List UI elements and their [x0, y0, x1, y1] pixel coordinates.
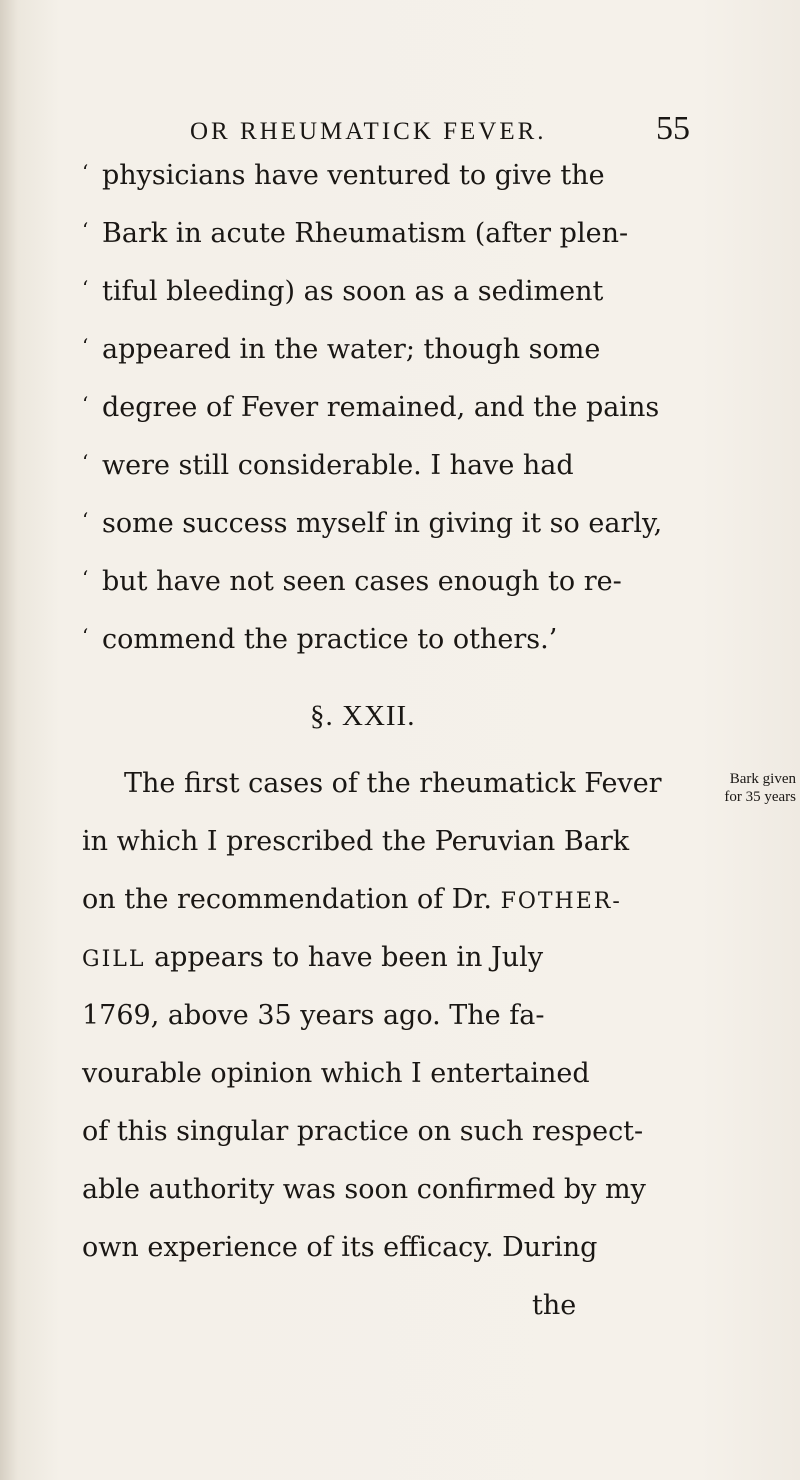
quote-line: ‘ tiful bleeding) as soon as a sediment: [82, 276, 604, 307]
author-name: FOTHER-: [500, 889, 622, 914]
quote-line: ‘ were still considerable. I have had: [82, 450, 574, 481]
running-title: OR RHEUMATICK FEVER.: [190, 118, 547, 145]
quote-line: ‘ commend the practice to others.’: [82, 624, 558, 655]
paragraph-line: in which I prescribed the Peruvian Bark: [82, 826, 630, 857]
quote-mark: ‘: [82, 334, 89, 358]
quote-line: ‘ appeared in the water; though some: [82, 334, 601, 365]
page-number: 55: [656, 110, 690, 147]
quote-line: ‘ some success myself in giving it so early,: [82, 508, 663, 539]
quote-mark: ‘: [82, 392, 89, 416]
quote-mark: ‘: [82, 450, 89, 474]
paragraph-line: of this singular practice on such respect-: [82, 1116, 644, 1147]
paragraph-line: 1769, above 35 years ago. The fa-: [82, 1000, 545, 1031]
quote-line: ‘ degree of Fever remained, and the pains: [82, 392, 660, 423]
quote-mark: ‘: [82, 160, 89, 184]
margin-note-line: Bark given: [729, 771, 796, 787]
margin-note-line: for 35 years: [724, 789, 796, 805]
quote-mark: ‘: [82, 508, 89, 532]
quote-mark: ‘: [82, 218, 89, 242]
paragraph-line: own experience of its efficacy. During: [82, 1232, 598, 1263]
paragraph-line: The first cases of the rheumatick Fever: [124, 768, 662, 799]
paragraph-line: vourable opinion which I entertained: [82, 1058, 590, 1089]
quote-mark: ‘: [82, 276, 89, 300]
section-heading: §. XXII.: [310, 700, 416, 732]
quote-line: ‘ physicians have ventured to give the: [82, 160, 605, 191]
paragraph-line: on the recommendation of Dr. FOTHER-: [82, 884, 622, 915]
quote-line: ‘ but have not seen cases enough to re-: [82, 566, 622, 597]
author-name: GILL: [82, 947, 146, 972]
quote-mark: ‘: [82, 566, 89, 590]
margin-note: [710, 770, 796, 806]
paragraph-line: GILL appears to have been in July: [82, 942, 544, 973]
quote-mark: ‘: [82, 624, 89, 648]
catchword: the: [532, 1290, 577, 1321]
paragraph-line: able authority was soon confirmed by my: [82, 1174, 646, 1205]
quote-line: ‘ Bark in acute Rheumatism (after plen-: [82, 218, 629, 249]
